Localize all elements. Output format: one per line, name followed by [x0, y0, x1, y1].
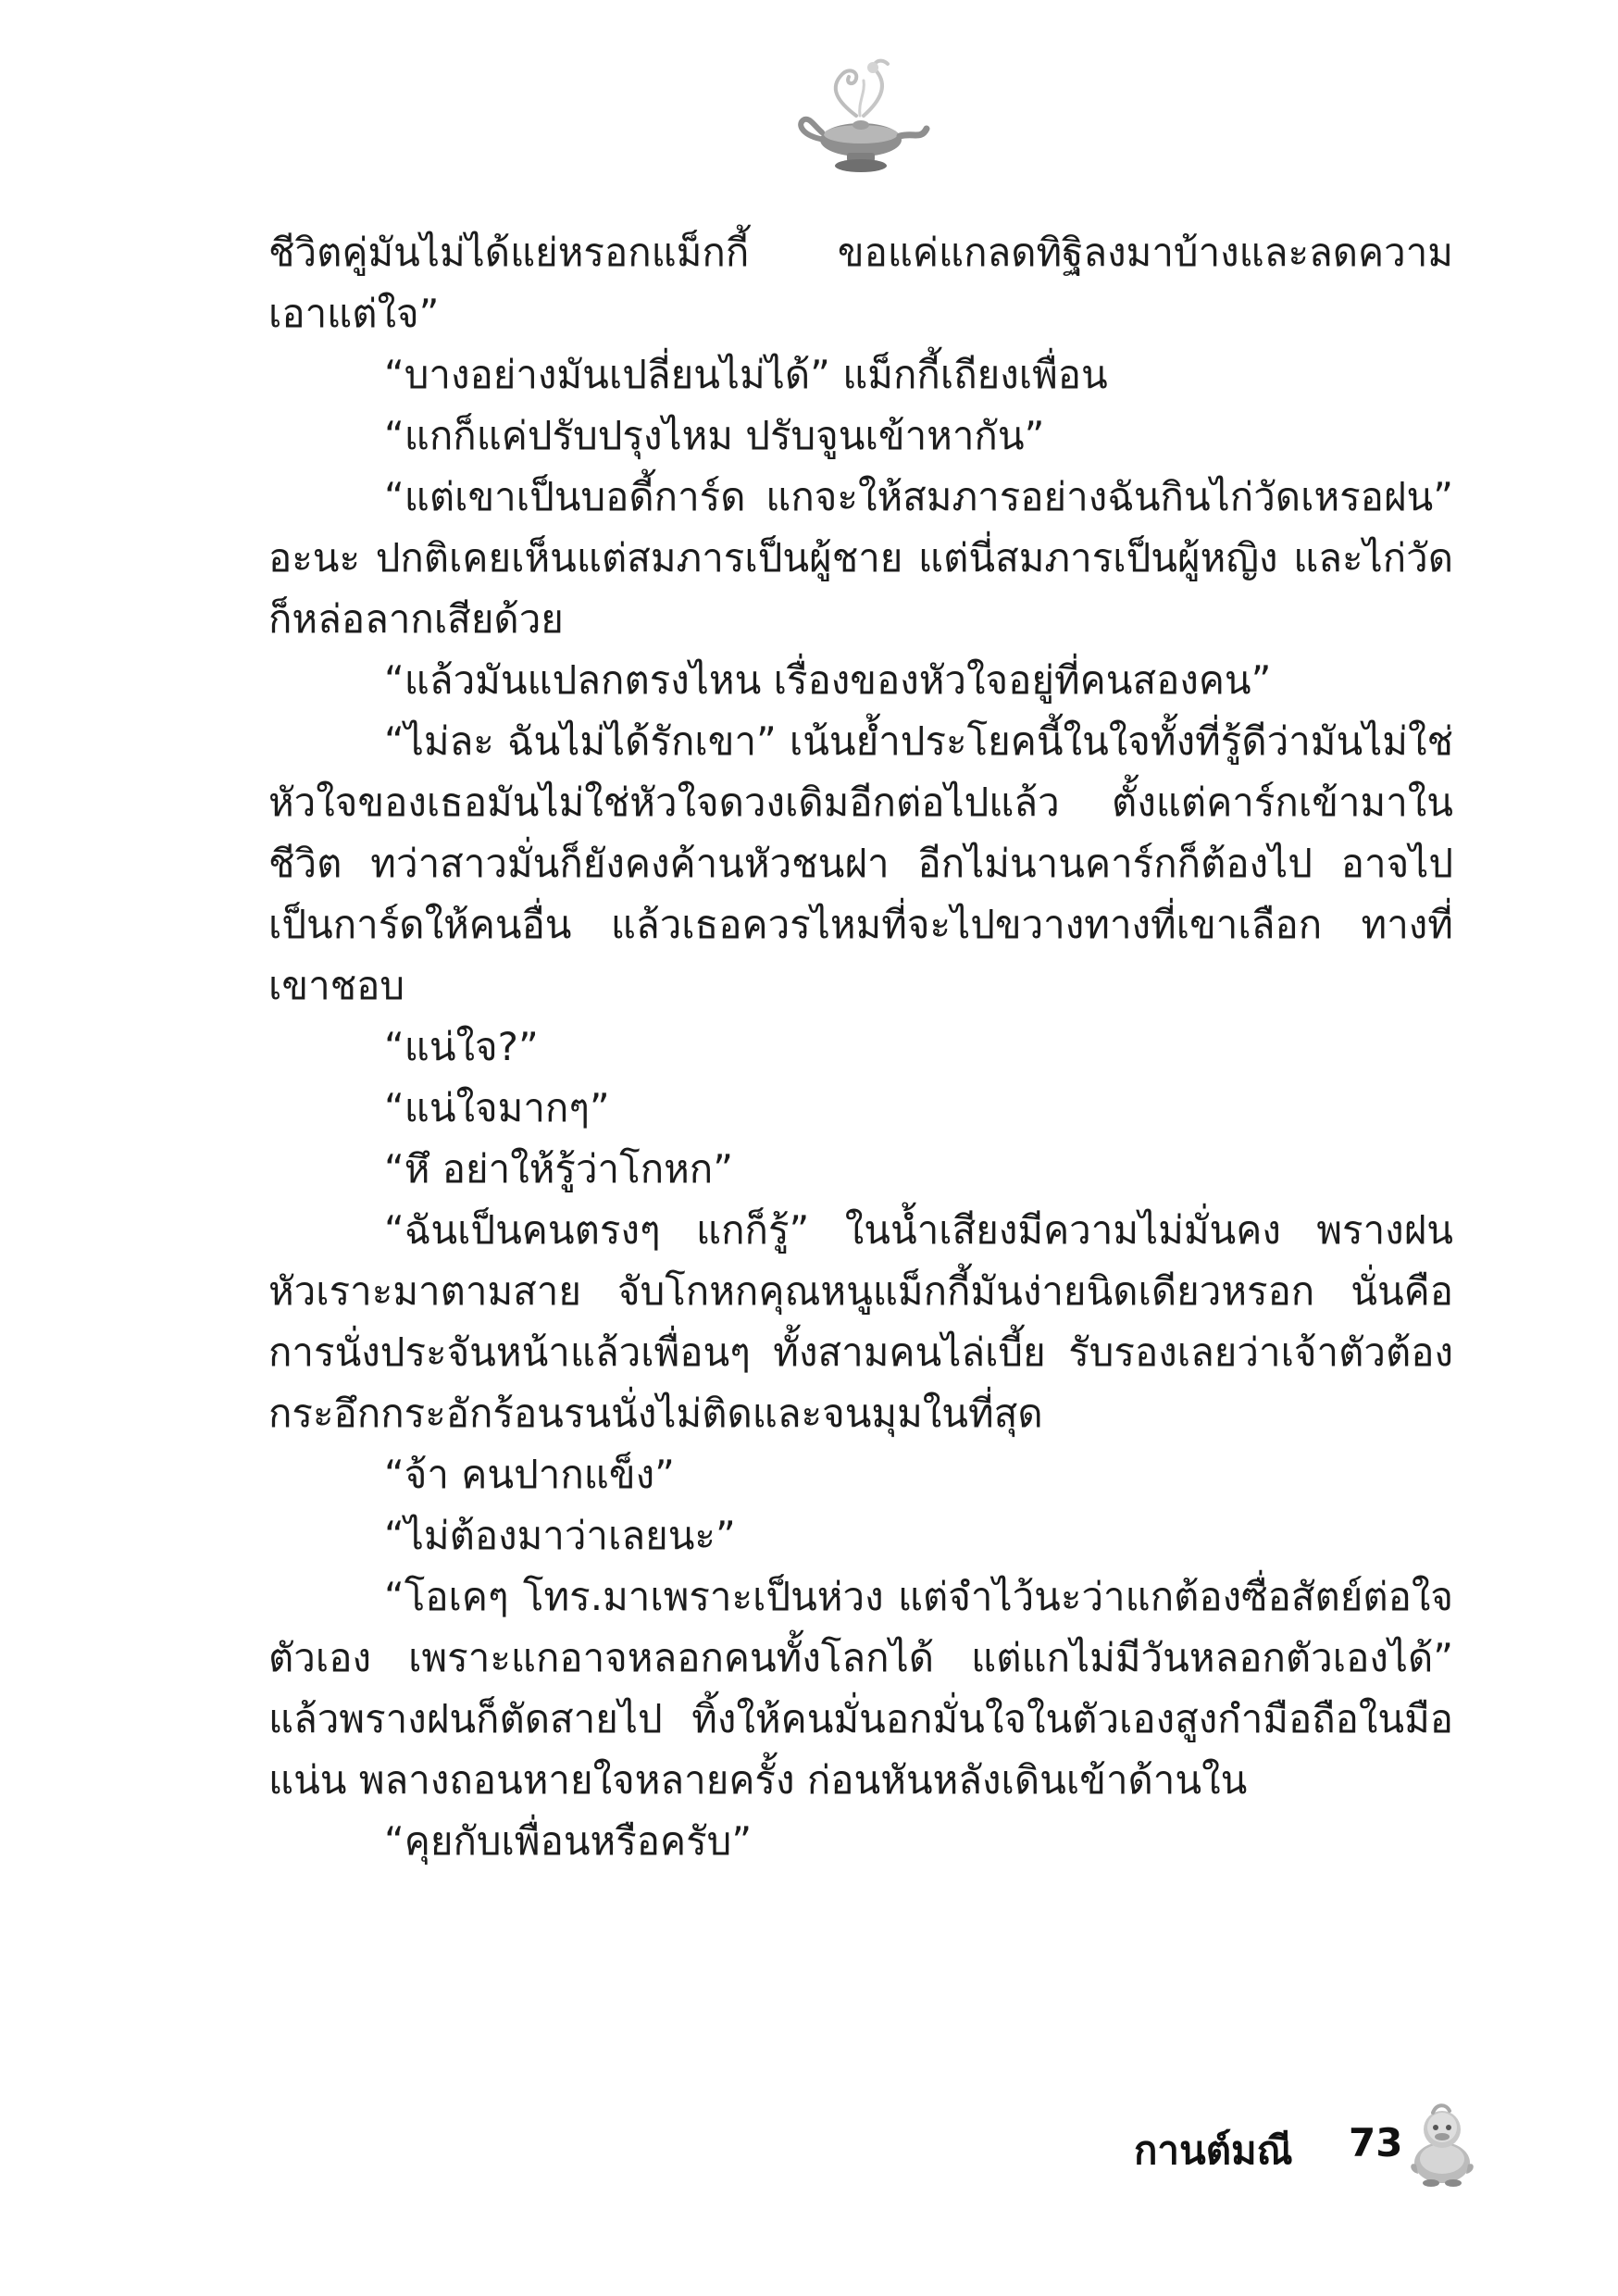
paragraph: “คุยกับเพื่อนหรือครับ”	[384, 1818, 753, 1864]
paragraph: “แน่ใจ?”	[384, 1024, 539, 1069]
paragraph: “ฉันเป็นคนตรงๆ แกก็รู้” ในน้ำเสียงมีความไม่มั่นคง พรางฝนหัวเราะมาตามสาย จับโกหกคุณหนูแม็กกี้มันง่ายนิดเดียวหรอก นั่นคือการนั่งประจันหน้าแล้วเพื่อนๆ ทั้งสามคนไล่เบี้ย รับรองเลยว่าเจ้าตัวต้องกระอึกกระอักร้อนรนนั่งไม่ติดและจนมุมในที่สุด	[268, 1207, 1453, 1436]
book-title: กานต์มณี	[1134, 2128, 1293, 2173]
paragraph: “แล้วมันแปลกตรงไหน เรื่องของหัวใจอยู่ที่คนสองคน”	[384, 657, 1272, 703]
paragraph: “แต่เขาเป็นบอดี้การ์ด แกจะให้สมภารอย่างฉันกินไก่วัดเหรอฝน” อะนะ ปกติเคยเห็นแต่สมภารเป็นผู้ชาย แต่นี่สมภารเป็นผู้หญิง และไก่วัดก็หล่อลากเสียด้วย	[268, 474, 1453, 642]
page-footer	[1134, 2100, 1476, 2192]
paragraph: “แกก็แค่ปรับปรุงไหม ปรับจูนเข้าหากัน”	[384, 413, 1045, 458]
paragraph: “จ้า คนปากแข็ง”	[384, 1452, 675, 1497]
paragraph: “บางอย่างมันเปลี่ยนไม่ได้” แม็กกี้เถียงเพื่อน	[384, 352, 1108, 397]
paragraph: “ไม่ต้องมาว่าเลยนะ”	[384, 1513, 736, 1558]
paragraph: “ไม่ละ ฉันไม่ได้รักเขา” เน้นย้ำประโยคนี้ในใจทั้งที่รู้ดีว่ามันไม่ใช่ หัวใจของเธอมันไม่ใช่หัวใจดวงเดิมอีกต่อไปแล้ว ตั้งแต่คาร์กเข้ามาในชีวิต ทว่าสาวมั่นก็ยังคงค้านหัวชนฝา อีกไม่นานคาร์กก็ต้องไป อาจไปเป็นการ์ดให้คนอื่น แล้วเธอควรไหมที่จะไปขวางทางที่เขาเลือก ทางที่เขาชอบ	[268, 718, 1453, 1008]
body-text	[268, 222, 1453, 1872]
page-number: 73	[1349, 2120, 1403, 2165]
paragraph: “โอเคๆ โทร.มาเพราะเป็นห่วง แต่จำไว้นะว่าแกต้องซื่อสัตย์ต่อใจตัวเอง เพราะแกอาจหลอกคนทั้งโลกได้ แต่แกไม่มีวันหลอกตัวเองได้” แล้วพรางฝนก็ตัดสายไป ทิ้งให้คนมั่นอกมั่นใจในตัวเองสูงกำมือถือในมือแน่น พลางถอนหายใจหลายครั้ง ก่อนหันหลังเดินเข้าด้านใน	[268, 1574, 1453, 1803]
duck-icon	[1405, 2100, 1479, 2188]
genie-lamp-icon	[791, 51, 930, 181]
paragraph: ชีวิตคู่มันไม่ได้แย่หรอกแม็กกี้ ขอแค่แกลดทิฐิลงมาบ้างและลดความเอาแต่ใจ”	[268, 230, 1453, 336]
paragraph: “หึ อย่าให้รู้ว่าโกหก”	[384, 1146, 733, 1192]
paragraph: “แน่ใจมากๆ”	[384, 1085, 610, 1130]
